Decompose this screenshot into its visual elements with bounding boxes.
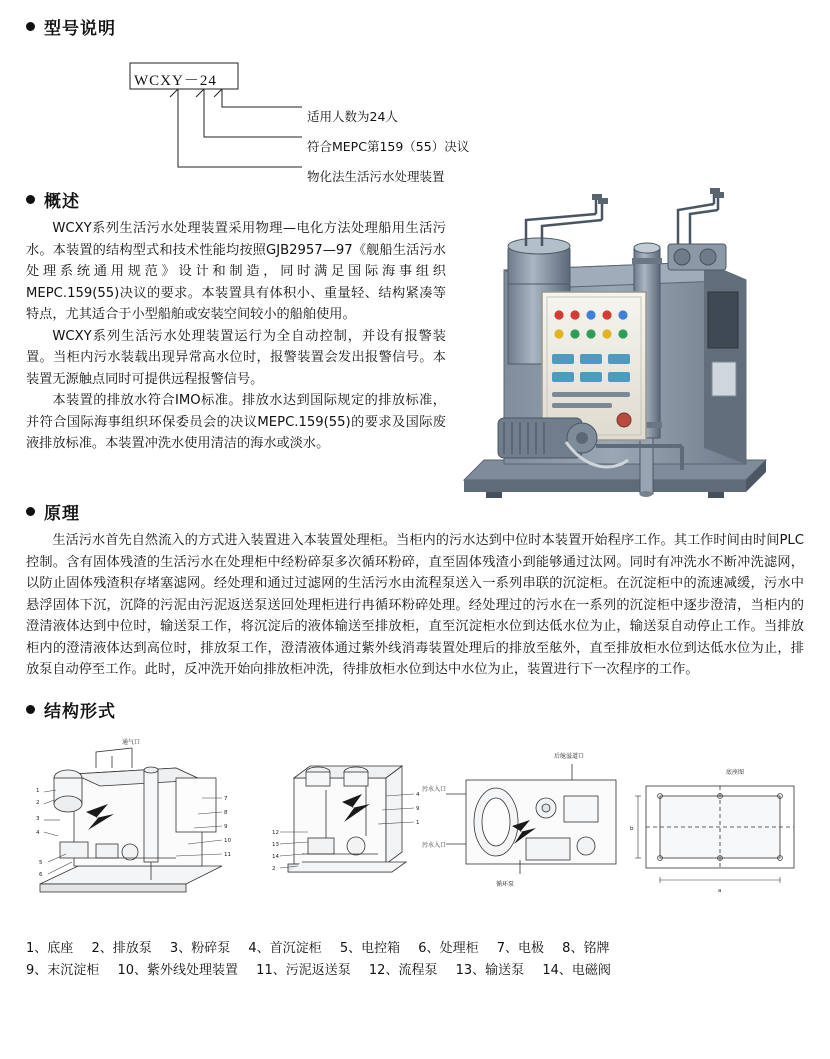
model-label-capacity: 适用人数为24人	[307, 109, 398, 124]
svg-text:4: 4	[416, 791, 420, 798]
structure-drawings	[26, 734, 804, 924]
model-code: WCXY－24	[134, 73, 217, 89]
model-label-type: 物化法生活污水处理装置	[307, 169, 445, 184]
section-heading-structure	[26, 697, 804, 722]
model-label-standard: 符合MEPC第159（55）决议	[307, 139, 470, 154]
label-outlet: 后舱溢道口	[554, 752, 585, 760]
svg-text:4: 4	[36, 829, 40, 836]
legend-item: 13、输送泵	[455, 962, 525, 978]
legend-item: 9、末沉淀柜	[26, 962, 100, 978]
section-title-principle: 原理	[44, 504, 80, 524]
bullet-icon	[26, 22, 35, 31]
overview-text	[26, 218, 446, 455]
section-title-structure: 结构形式	[44, 701, 116, 722]
label-inlet-water: 污水入口	[422, 841, 447, 849]
bullet-icon	[26, 195, 35, 204]
section-heading-model	[26, 14, 804, 39]
legend-item: 1、底座	[26, 940, 74, 956]
legend-list	[26, 938, 804, 982]
svg-text:3: 3	[36, 815, 40, 822]
svg-text:12: 12	[272, 829, 279, 836]
svg-text:5: 5	[39, 859, 43, 866]
model-leader-lines	[26, 45, 526, 185]
svg-text:9: 9	[224, 823, 228, 830]
bullet-icon	[26, 705, 35, 714]
legend-item: 2、排放泵	[91, 940, 152, 956]
section-title-overview: 概述	[44, 192, 80, 212]
svg-text:8: 8	[224, 809, 228, 816]
legend-item: 5、电控箱	[339, 940, 401, 956]
legend-item: 6、处理柜	[418, 940, 479, 956]
svg-text:10: 10	[224, 837, 231, 844]
principle-text	[26, 530, 804, 681]
product-photo	[446, 184, 804, 514]
legend-row-1	[26, 938, 804, 960]
label-inlet-sewage: 污水入口	[422, 785, 447, 793]
svg-text:11: 11	[224, 851, 231, 858]
svg-text:2: 2	[272, 865, 276, 872]
bullet-icon	[26, 507, 35, 516]
legend-item: 7、电极	[496, 940, 545, 956]
overview-paragraph-3: 本装置的排放水符合IMO标准。排放水达到国际规定的排放标准，并符合国际海事组织环保委员会的决议MEPC.159(55)的要求及国际废液排放标准。本装置冲洗水使用清洁的海水或淡水。	[26, 393, 446, 451]
overview-section	[26, 218, 804, 483]
overview-paragraph-2: WCXY系列生活污水处理装置运行为全自动控制，并设有报警装置。当柜内污水装载出现异常高水位时，报警装置会发出报警信号。本装置无源触点同时可提供远程报警信号。	[26, 328, 446, 387]
svg-text:14: 14	[272, 853, 279, 860]
svg-text:1: 1	[416, 819, 420, 826]
legend-item: 11、污泥返送泵	[256, 962, 351, 978]
label-vent: 通气口	[122, 738, 141, 746]
svg-text:9: 9	[416, 805, 420, 812]
svg-text:6: 6	[39, 871, 43, 878]
section-title-model: 型号说明	[44, 19, 116, 39]
legend-item: 14、电磁阀	[542, 962, 611, 978]
legend-row-2	[26, 960, 804, 982]
model-explanation-block	[26, 45, 804, 185]
svg-text:13: 13	[272, 841, 279, 848]
label-discharge: 循环泵	[496, 880, 515, 888]
legend-item: 8、铭牌	[562, 940, 610, 956]
overview-paragraph-1: WCXY系列生活污水处理装置采用物理—电化方法处理船用生活污水。本装置的结构型式和技术性能均按照GJB2957—97《舰船生活污水处理系统通用规范》设计和制造，同时满足国际海事组织MEPC.159(55)决议的要求。本装置具有体积小、重量轻、结构紧凑等特点，尤其适合于小型船舶或安装空间较小的船舶使用。	[26, 221, 446, 322]
svg-text:7: 7	[224, 795, 228, 802]
legend-item: 12、流程泵	[368, 962, 438, 978]
legend-item: 4、首沉淀柜	[248, 940, 322, 956]
principle-paragraph-1: 生活污水首先自然流入的方式进入装置进入本装置处理柜。当柜内的污水达到中位时本装置开始程序工作。其工作时间由时间PLC控制。含有固体残渣的生活污水在处理柜中经粉碎泵多次循环粉碎，直至固体残渣小到能够通过汰网。同时有冲洗水不断冲洗滤网，以防止固体残渣积存堵塞滤网。经处理和通过过滤网的生活污水由流程泵送入一系列串联的沉淀柜。在沉淀柜中的流速减缓，污水中悬浮固体下沉，沉降的污泥由污泥返送泵送回处理柜进行冉循环粉碎处理。经处理过的污水在一系列的沉淀柜中逐步澄清，当柜内的澄清液体达到中位时，输送泵工作，将沉淀后的液体输送至排放柜，直至沉淀柜水位到达低水位为止，输送泵自动停止工作。当排放柜内的澄清液体达到高位时，排放泵工作，澄清液体通过紫外线消毒装置处理后的排放至舷外，直至排放柜水位到达低水位为止，排放泵自动停至工作。此时，反冲洗开始向排放柜冲洗，待排放柜水位到达中水位为止，装置进行下一次程序的工作。	[26, 533, 804, 677]
svg-text:2: 2	[36, 799, 40, 806]
svg-text:b: b	[630, 825, 634, 832]
svg-text:1: 1	[36, 787, 40, 794]
label-base-plan: 底座图	[726, 768, 745, 776]
legend-item: 10、紫外线处理装置	[117, 962, 239, 978]
legend-item: 3、粉碎泵	[169, 940, 231, 956]
svg-text:a: a	[718, 887, 722, 894]
